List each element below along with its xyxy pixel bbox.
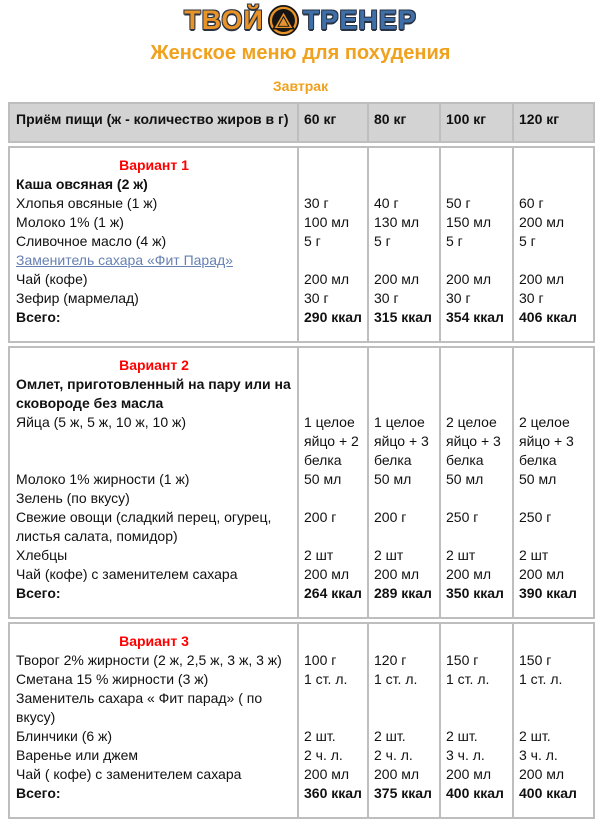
item-value: 150 мл — [440, 213, 513, 232]
item-label-cell: Всего: — [16, 785, 61, 801]
variant-title-cell — [9, 623, 298, 651]
item-value — [440, 489, 513, 508]
item-value: 100 мл — [298, 213, 368, 232]
menu-row — [9, 784, 594, 803]
empty-cell — [298, 623, 368, 651]
item-label-cell: Заменитель сахара « Фит парад» ( по вкусу) — [16, 690, 263, 725]
item-value: 264 ккал — [298, 584, 368, 603]
item-value: 150 г — [440, 651, 513, 670]
spacer-cell — [9, 327, 298, 342]
menu-row — [9, 413, 594, 470]
section-bottom-spacer — [9, 803, 594, 818]
item-value: 200 мл — [298, 565, 368, 584]
item-value: 200 мл — [513, 765, 594, 784]
menu-row — [9, 746, 594, 765]
page-header — [0, 0, 601, 94]
meal-section-title: Завтрак — [272, 78, 329, 94]
variant-title: Вариант 3 — [119, 633, 189, 649]
menu-table — [8, 102, 593, 819]
item-label-cell: Хлебцы — [16, 547, 68, 563]
item-label-cell: Чай (кофе) — [16, 271, 88, 287]
item-value: 2 шт — [298, 546, 368, 565]
item-label-cell: Молоко 1% (1 ж) — [16, 214, 124, 230]
item-value: 1 ст. л. — [298, 670, 368, 689]
spacer-cell — [368, 603, 440, 618]
spacer-cell — [513, 603, 594, 618]
item-value: 2 шт. — [368, 727, 440, 746]
variant-title: Вариант 1 — [119, 157, 189, 173]
item-value: 350 ккал — [440, 584, 513, 603]
empty-cell — [513, 147, 594, 175]
item-value: 250 г — [440, 508, 513, 546]
item-value: 2 шт. — [513, 727, 594, 746]
column-header: 80 кг — [368, 103, 440, 142]
item-value — [298, 375, 368, 413]
spacer-cell — [368, 803, 440, 818]
menu-row — [9, 194, 594, 213]
item-value: 3 ч. л. — [440, 746, 513, 765]
menu-row — [9, 289, 594, 308]
spacer-cell — [298, 327, 368, 342]
item-value — [298, 175, 368, 194]
spacer-cell — [513, 803, 594, 818]
item-value: 60 г — [513, 194, 594, 213]
variant-title-row — [9, 147, 594, 175]
logo — [0, 3, 601, 37]
menu-row — [9, 765, 594, 784]
item-value: 200 мл — [440, 270, 513, 289]
spacer-cell — [440, 327, 513, 342]
item-value: 30 г — [298, 194, 368, 213]
item-value: 5 г — [298, 232, 368, 251]
empty-cell — [368, 147, 440, 175]
logo-text-tvoy: ТВОЙ — [184, 4, 264, 35]
item-label-cell: Омлет, приготовленный на пару или на сковороде без масла — [16, 376, 291, 411]
item-value: 200 мл — [513, 565, 594, 584]
item-value: 200 мл — [298, 765, 368, 784]
empty-cell — [513, 623, 594, 651]
item-value: 200 мл — [440, 565, 513, 584]
menu-table-header — [8, 102, 595, 143]
item-value — [513, 251, 594, 270]
item-value: 1 ст. л. — [513, 670, 594, 689]
page-title: Женское меню для похудения — [150, 42, 451, 64]
item-value: 360 ккал — [298, 784, 368, 803]
item-value: 200 г — [298, 508, 368, 546]
item-value — [513, 175, 594, 194]
item-value — [298, 251, 368, 270]
spacer-cell — [298, 803, 368, 818]
item-value: 30 г — [298, 289, 368, 308]
item-label-cell: Варенье или джем — [16, 747, 139, 763]
variant-title-row — [9, 347, 594, 375]
sugar-substitute-link[interactable]: Заменитель сахара «Фит Парад» — [16, 252, 233, 268]
item-value: 150 г — [513, 651, 594, 670]
item-value: 50 мл — [513, 470, 594, 489]
menu-row — [9, 489, 594, 508]
variant-title: Вариант 2 — [119, 357, 189, 373]
item-value: 50 мл — [440, 470, 513, 489]
item-value: 200 мл — [298, 270, 368, 289]
item-value: 120 г — [368, 651, 440, 670]
item-value: 1 целое яйцо + 2 белка — [298, 413, 368, 470]
menu-row — [9, 270, 594, 289]
item-label-cell: Яйца (5 ж, 5 ж, 10 ж, 10 ж) — [16, 414, 187, 430]
item-label-cell: Сметана 15 % жирности (3 ж) — [16, 671, 209, 687]
item-value — [298, 689, 368, 727]
menu-row — [9, 251, 594, 270]
menu-row — [9, 670, 594, 689]
item-value — [368, 375, 440, 413]
item-value: 200 мл — [368, 565, 440, 584]
menu-row — [9, 651, 594, 670]
item-value: 30 г — [368, 289, 440, 308]
menu-row — [9, 308, 594, 327]
item-value: 50 мл — [298, 470, 368, 489]
column-header: 120 кг — [513, 103, 594, 142]
menu-row — [9, 508, 594, 546]
item-value: 200 мл — [368, 270, 440, 289]
empty-cell — [440, 623, 513, 651]
item-value: 30 г — [440, 289, 513, 308]
item-label-cell: Хлопья овсяные (1 ж) — [16, 195, 158, 211]
item-value: 354 ккал — [440, 308, 513, 327]
item-value — [513, 375, 594, 413]
section-bottom-spacer — [9, 327, 594, 342]
item-value — [513, 489, 594, 508]
spacer-cell — [368, 327, 440, 342]
item-value: 100 г — [298, 651, 368, 670]
empty-cell — [368, 623, 440, 651]
item-value: 200 г — [368, 508, 440, 546]
empty-cell — [440, 147, 513, 175]
item-value: 406 ккал — [513, 308, 594, 327]
empty-cell — [298, 147, 368, 175]
item-value: 5 г — [440, 232, 513, 251]
empty-cell — [440, 347, 513, 375]
item-label-cell: Чай (кофе) с заменителем сахара — [16, 566, 238, 582]
empty-cell — [298, 347, 368, 375]
item-value — [440, 689, 513, 727]
item-value: 289 ккал — [368, 584, 440, 603]
item-label-cell: Всего: — [16, 585, 61, 601]
item-value: 2 шт. — [298, 727, 368, 746]
spacer-cell — [9, 803, 298, 818]
item-value: 50 мл — [368, 470, 440, 489]
spacer-cell — [440, 803, 513, 818]
item-value: 1 целое яйцо + 3 белка — [368, 413, 440, 470]
menu-row — [9, 175, 594, 194]
item-value: 375 ккал — [368, 784, 440, 803]
item-value: 5 г — [368, 232, 440, 251]
item-label-cell — [9, 251, 298, 270]
menu-row — [9, 546, 594, 565]
item-value — [513, 689, 594, 727]
variant-title-cell — [9, 347, 298, 375]
item-value: 200 мл — [440, 765, 513, 784]
empty-cell — [368, 347, 440, 375]
item-value — [440, 375, 513, 413]
item-label-cell: Блинчики (6 ж) — [16, 728, 113, 744]
item-value: 1 ст. л. — [440, 670, 513, 689]
menu-row — [9, 375, 594, 413]
empty-cell — [513, 347, 594, 375]
item-label-cell: Сливочное масло (4 ж) — [16, 233, 167, 249]
item-value: 3 ч. л. — [513, 746, 594, 765]
spacer-cell — [298, 603, 368, 618]
item-value — [440, 175, 513, 194]
variant-section — [8, 622, 595, 819]
menu-row — [9, 213, 594, 232]
item-value: 2 шт — [368, 546, 440, 565]
column-header: Приём пищи (ж - количество жиров в г) — [9, 103, 298, 142]
item-label-cell: Зефир (мармелад) — [16, 290, 139, 306]
item-value — [368, 175, 440, 194]
spacer-cell — [9, 603, 298, 618]
menu-row — [9, 584, 594, 603]
item-value: 2 ч. л. — [368, 746, 440, 765]
menu-row — [9, 689, 594, 727]
item-label-cell: Зелень (по вкусу) — [16, 490, 130, 506]
logo-triangle-in-circle-icon — [267, 4, 300, 37]
item-value: 30 г — [513, 289, 594, 308]
header-row — [9, 103, 594, 142]
variant-title-row — [9, 623, 594, 651]
menu-row — [9, 727, 594, 746]
item-value — [368, 689, 440, 727]
item-value: 2 шт. — [440, 727, 513, 746]
menu-row — [9, 565, 594, 584]
item-label-cell: Свежие овощи (сладкий перец, огурец, листья салата, помидор) — [16, 509, 272, 544]
column-header: 60 кг — [298, 103, 368, 142]
item-value: 2 ч. л. — [298, 746, 368, 765]
item-value — [298, 489, 368, 508]
item-value: 200 мл — [368, 765, 440, 784]
spacer-cell — [440, 603, 513, 618]
item-value: 200 мл — [513, 213, 594, 232]
item-value: 400 ккал — [440, 784, 513, 803]
variant-title-cell — [9, 147, 298, 175]
item-value: 40 г — [368, 194, 440, 213]
item-value: 390 ккал — [513, 584, 594, 603]
item-value: 315 ккал — [368, 308, 440, 327]
item-value: 250 г — [513, 508, 594, 546]
item-label-cell: Творог 2% жирности (2 ж, 2,5 ж, 3 ж, 3 ж) — [16, 652, 282, 668]
item-label-cell: Всего: — [16, 309, 61, 325]
section-bottom-spacer — [9, 603, 594, 618]
menu-row — [9, 470, 594, 489]
item-value — [368, 489, 440, 508]
item-label-cell: Чай ( кофе) с заменителем сахара — [16, 766, 242, 782]
item-value — [368, 251, 440, 270]
item-value: 400 ккал — [513, 784, 594, 803]
item-value: 2 целое яйцо + 3 белка — [513, 413, 594, 470]
item-label-cell: Молоко 1% жирности (1 ж) — [16, 471, 190, 487]
item-value: 50 г — [440, 194, 513, 213]
spacer-cell — [513, 327, 594, 342]
item-value: 5 г — [513, 232, 594, 251]
item-value: 200 мл — [513, 270, 594, 289]
variant-section — [8, 146, 595, 343]
item-value: 1 ст. л. — [368, 670, 440, 689]
item-value: 290 ккал — [298, 308, 368, 327]
item-value: 2 шт — [513, 546, 594, 565]
variant-section — [8, 346, 595, 619]
item-value: 2 целое яйцо + 3 белка — [440, 413, 513, 470]
item-label-cell: Каша овсяная (2 ж) — [16, 176, 148, 192]
menu-row — [9, 232, 594, 251]
logo-text-trener: ТРЕНЕР — [302, 4, 417, 35]
item-value — [440, 251, 513, 270]
item-value: 130 мл — [368, 213, 440, 232]
item-value: 2 шт — [440, 546, 513, 565]
column-header: 100 кг — [440, 103, 513, 142]
